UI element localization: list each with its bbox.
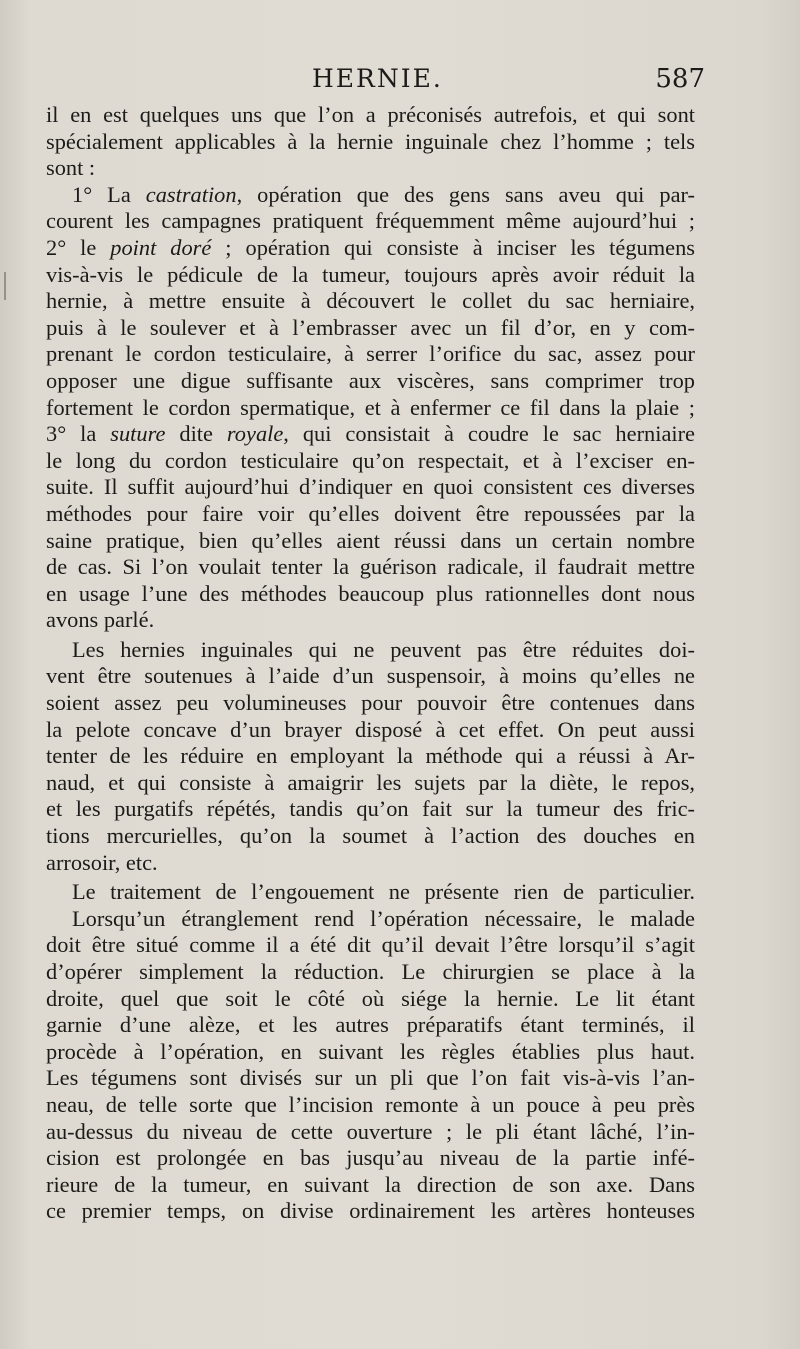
body-text <box>46 102 695 1225</box>
text-line: méthodes pour faire voir qu’elles doivent être repoussées par la <box>46 500 695 526</box>
text-line: puis à le soulever et à l’embrasser avec un fil d’or, en y com- <box>46 314 695 340</box>
text-line: vent être soutenues à l’aide d’un suspensoir, à moins qu’elles ne <box>46 663 695 689</box>
text-line: Lorsqu’un étranglement rend l’opération nécessaire, le malade <box>72 905 695 931</box>
text-line: opposer une digue suffisante aux viscères, sans comprimer trop <box>46 367 695 393</box>
text-line: avons parlé. <box>46 607 155 633</box>
text-line: Le traitement de l’engouement ne présente rien de particulier. <box>72 879 695 905</box>
text-line: garnie d’une alèze, et les autres préparatifs étant terminés, il <box>46 1012 695 1038</box>
text-line: et les purgatifs répétés, tandis qu’on fait sur la tumeur des fric- <box>46 796 695 822</box>
text-line: hernie, à mettre ensuite à découvert le collet du sac herniaire, <box>46 288 695 314</box>
text-line: courent les campagnes pratiquent fréquemment même aujourd’hui ; <box>46 208 695 234</box>
text-line: naud, et qui consiste à amaigrir les sujets par la diète, le repos, <box>46 769 695 795</box>
text-line: cision est prolongée en bas jusqu’au niveau de la partie infé- <box>46 1145 695 1171</box>
text-line: 3° la suture dite royale, qui consistait à coudre le sac herniaire <box>46 421 695 447</box>
page-edge-mark <box>4 272 6 300</box>
text-line: prenant le cordon testiculaire, à serrer l’orifice du sac, assez pour <box>46 341 695 367</box>
text-line: saine pratique, bien qu’elles aient réussi dans un certain nombre <box>46 527 695 553</box>
text-line: tions mercurielles, qu’on la soumet à l’action des douches en <box>46 823 695 849</box>
text-line: tenter de les réduire en employant la méthode qui a réussi à Ar- <box>46 743 695 769</box>
text-line: 2° le point doré ; opération qui consiste à inciser les tégumens <box>46 234 695 260</box>
text-line: Les hernies inguinales qui ne peuvent pas être réduites doi- <box>72 636 695 662</box>
text-line: soient assez peu volumineuses pour pouvoir être contenues dans <box>46 690 695 716</box>
page-number: 587 <box>655 64 705 94</box>
text-line: arrosoir, etc. <box>46 849 158 875</box>
text-line: la pelote concave d’un brayer disposé à cet effet. On peut aussi <box>46 716 695 742</box>
text-line: il en est quelques uns que l’on a préconisés autrefois, et qui sont <box>46 102 695 127</box>
text-line: spécialement applicables à la hernie inguinale chez l’homme ; tels <box>46 128 695 154</box>
text-line: le long du cordon testiculaire qu’on respectait, et à l’exciser en- <box>46 447 695 473</box>
page-header <box>40 62 705 96</box>
text-line: fortement le cordon spermatique, et à enfermer ce fil dans la plaie ; <box>46 394 695 420</box>
text-line: neau, de telle sorte que l’incision remonte à un pouce à peu près <box>46 1091 695 1117</box>
text-line: rieure de la tumeur, en suivant la direction de son axe. Dans <box>46 1171 695 1197</box>
text-line: doit être situé comme il a été dit qu’il devait l’être lorsqu’il s’agit <box>46 932 695 958</box>
text-line: ce premier temps, on divise ordinairement les artères honteuses <box>46 1198 695 1224</box>
text-line: suite. Il suffit aujourd’hui d’indiquer en quoi consistent ces diverses <box>46 474 695 500</box>
text-line: d’opérer simplement la réduction. Le chirurgien se place à la <box>46 959 695 984</box>
text-line: Les tégumens sont divisés sur un pli que l’on fait vis-à-vis l’an- <box>46 1065 695 1091</box>
text-line: au-dessus du niveau de cette ouverture ; le pli étant lâché, l’in- <box>46 1118 695 1144</box>
text-line: sont : <box>46 155 96 181</box>
text-line: droite, quel que soit le côté où siége la hernie. Le lit étant <box>46 985 695 1011</box>
text-line: en usage l’une des méthodes beaucoup plus rationnelles dont nous <box>46 580 695 606</box>
running-head: HERNIE. <box>312 64 443 93</box>
text-line: vis-à-vis le pédicule de la tumeur, toujours après avoir réduit la <box>46 261 695 287</box>
text-line: 1° La castration, opération que des gens sans aveu qui par- <box>72 181 695 207</box>
text-line: de cas. Si l’on voulait tenter la guérison radicale, il faudrait mettre <box>46 554 695 580</box>
text-line: procède à l’opération, en suivant les règles établies plus haut. <box>46 1038 695 1064</box>
